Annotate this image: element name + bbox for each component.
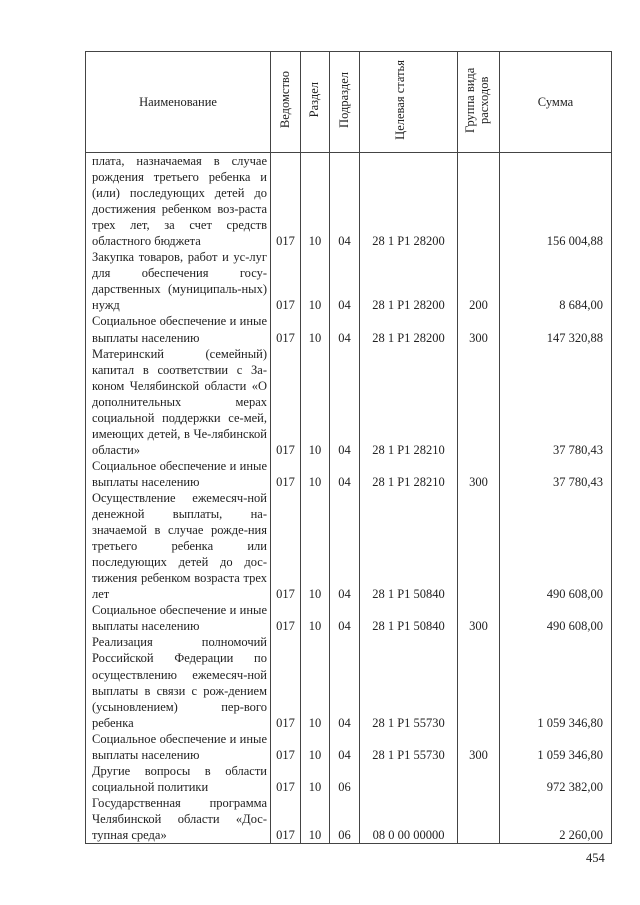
row-article: 08 0 00 00000 bbox=[360, 795, 458, 844]
row-group: 300 bbox=[458, 602, 500, 634]
row-dept: 017 bbox=[271, 634, 301, 730]
table-header-row bbox=[86, 52, 612, 153]
row-section: 10 bbox=[301, 153, 330, 250]
row-sum: 147 320,88 bbox=[500, 313, 612, 345]
row-section: 10 bbox=[301, 313, 330, 345]
row-subsection: 04 bbox=[330, 634, 360, 730]
row-group: 200 bbox=[458, 249, 500, 313]
header-subsection: Подраздел bbox=[330, 52, 360, 153]
row-name: Социальное обеспечение и иные выплаты населению bbox=[86, 458, 271, 490]
row-article: 28 1 P1 28200 bbox=[360, 249, 458, 313]
row-sum: 37 780,43 bbox=[500, 346, 612, 458]
row-subsection: 06 bbox=[330, 763, 360, 795]
row-section: 10 bbox=[301, 458, 330, 490]
row-dept: 017 bbox=[271, 313, 301, 345]
row-dept: 017 bbox=[271, 249, 301, 313]
row-name: Реализация полномочий Российской Федерации по осуществлению ежемесяч-ной выплаты в связи с рож-дением (усыновлением) пер-вого ребенка bbox=[86, 634, 271, 730]
row-sum: 2 260,00 bbox=[500, 795, 612, 844]
table-row bbox=[86, 458, 612, 490]
row-sum: 8 684,00 bbox=[500, 249, 612, 313]
table-row bbox=[86, 490, 612, 602]
row-subsection: 04 bbox=[330, 731, 360, 763]
row-section: 10 bbox=[301, 634, 330, 730]
row-group: 300 bbox=[458, 731, 500, 763]
row-sum: 156 004,88 bbox=[500, 153, 612, 250]
row-name: Государственная программа Челябинской области «Дос-тупная среда» bbox=[86, 795, 271, 844]
row-dept: 017 bbox=[271, 490, 301, 602]
row-article bbox=[360, 763, 458, 795]
table-row bbox=[86, 763, 612, 795]
row-name: Закупка товаров, работ и ус-луг для обеспечения госу-дарственных (муниципаль-ных) нужд bbox=[86, 249, 271, 313]
row-sum: 1 059 346,80 bbox=[500, 634, 612, 730]
row-section: 10 bbox=[301, 731, 330, 763]
table-row bbox=[86, 249, 612, 313]
row-sum: 37 780,43 bbox=[500, 458, 612, 490]
row-section: 10 bbox=[301, 763, 330, 795]
row-sum: 972 382,00 bbox=[500, 763, 612, 795]
table-row bbox=[86, 602, 612, 634]
row-section: 10 bbox=[301, 249, 330, 313]
row-subsection: 04 bbox=[330, 249, 360, 313]
row-name: Осуществление ежемесяч-ной денежной выплаты, на-значаемой в случае рожде-ния третьего ребенка или последующих детей до дос-тижения ребенком возраста трех лет bbox=[86, 490, 271, 602]
row-name: Материнский (семейный) капитал в соответствии с За-коном Челябинской области «О дополнительных мерах социальной поддержки се-мей, имеющих детей, в Че-лябинской области» bbox=[86, 346, 271, 458]
row-subsection: 04 bbox=[330, 153, 360, 250]
row-section: 10 bbox=[301, 602, 330, 634]
row-dept: 017 bbox=[271, 763, 301, 795]
header-group: Группа вида расходов bbox=[458, 52, 500, 153]
row-dept: 017 bbox=[271, 795, 301, 844]
page-number: 454 bbox=[586, 851, 605, 865]
table-row bbox=[86, 346, 612, 458]
row-article: 28 1 P1 50840 bbox=[360, 602, 458, 634]
row-group bbox=[458, 763, 500, 795]
row-name: плата, назначаемая в случае рождения третьего ребенка и (или) последующих детей до достижения ребенком воз-раста трех лет, за счет средств областного бюджета bbox=[86, 153, 271, 250]
row-group bbox=[458, 346, 500, 458]
row-subsection: 04 bbox=[330, 602, 360, 634]
row-name: Социальное обеспечение и иные выплаты населению bbox=[86, 602, 271, 634]
table-row bbox=[86, 153, 612, 250]
row-subsection: 04 bbox=[330, 313, 360, 345]
header-name: Наименование bbox=[86, 52, 271, 153]
row-dept: 017 bbox=[271, 731, 301, 763]
row-section: 10 bbox=[301, 795, 330, 844]
row-subsection: 06 bbox=[330, 795, 360, 844]
row-name: Другие вопросы в области социальной политики bbox=[86, 763, 271, 795]
row-group bbox=[458, 153, 500, 250]
row-name: Социальное обеспечение и иные выплаты населению bbox=[86, 313, 271, 345]
row-sum: 1 059 346,80 bbox=[500, 731, 612, 763]
header-sum: Сумма bbox=[500, 52, 612, 153]
row-dept: 017 bbox=[271, 602, 301, 634]
row-section: 10 bbox=[301, 490, 330, 602]
row-sum: 490 608,00 bbox=[500, 490, 612, 602]
table-row bbox=[86, 634, 612, 730]
table-row bbox=[86, 731, 612, 763]
row-group bbox=[458, 490, 500, 602]
row-name: Социальное обеспечение и иные выплаты населению bbox=[86, 731, 271, 763]
row-article: 28 1 P1 50840 bbox=[360, 490, 458, 602]
row-article: 28 1 P1 28200 bbox=[360, 153, 458, 250]
row-section: 10 bbox=[301, 346, 330, 458]
table-row bbox=[86, 313, 612, 345]
row-dept: 017 bbox=[271, 458, 301, 490]
row-group bbox=[458, 795, 500, 844]
row-group: 300 bbox=[458, 458, 500, 490]
table-row bbox=[86, 795, 612, 844]
budget-table-page bbox=[85, 51, 611, 844]
row-article: 28 1 P1 28210 bbox=[360, 458, 458, 490]
header-article: Целевая статья bbox=[360, 52, 458, 153]
row-subsection: 04 bbox=[330, 346, 360, 458]
row-article: 28 1 P1 55730 bbox=[360, 634, 458, 730]
row-article: 28 1 P1 55730 bbox=[360, 731, 458, 763]
row-group: 300 bbox=[458, 313, 500, 345]
row-group bbox=[458, 634, 500, 730]
budget-table bbox=[85, 51, 612, 844]
row-article: 28 1 P1 28210 bbox=[360, 346, 458, 458]
row-dept: 017 bbox=[271, 153, 301, 250]
row-subsection: 04 bbox=[330, 490, 360, 602]
row-subsection: 04 bbox=[330, 458, 360, 490]
header-section: Раздел bbox=[301, 52, 330, 153]
header-dept: Ведомство bbox=[271, 52, 301, 153]
row-article: 28 1 P1 28200 bbox=[360, 313, 458, 345]
row-dept: 017 bbox=[271, 346, 301, 458]
row-sum: 490 608,00 bbox=[500, 602, 612, 634]
